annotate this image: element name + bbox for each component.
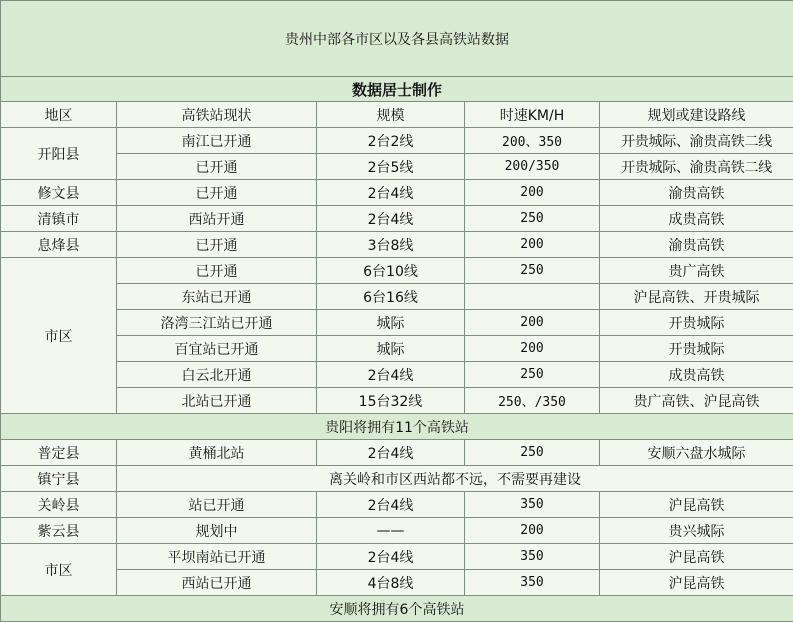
scale-cell: 城际 xyxy=(317,310,465,336)
speed-cell: 200 xyxy=(465,518,600,544)
status-cell: 已开通 xyxy=(117,258,317,284)
status-cell: 站已开通 xyxy=(117,492,317,518)
scale-cell: 2台4线 xyxy=(317,180,465,206)
status-cell: 已开通 xyxy=(117,232,317,258)
route-cell: 贵广高铁 xyxy=(600,258,793,284)
route-cell: 开贵城际、渝贵高铁二线 xyxy=(600,154,793,180)
speed-cell: 350 xyxy=(465,492,600,518)
table-row xyxy=(1,440,793,466)
speed-cell: 200 xyxy=(465,336,600,362)
header-row xyxy=(1,102,793,128)
status-cell: 百宜站已开通 xyxy=(117,336,317,362)
speed-cell: 250 xyxy=(465,206,600,232)
header-region: 地区 xyxy=(1,102,117,128)
scale-cell: 2台4线 xyxy=(317,440,465,466)
speed-cell: 350 xyxy=(465,570,600,596)
status-cell: 白云北开通 xyxy=(117,362,317,388)
speed-cell: 250 xyxy=(465,258,600,284)
table-row xyxy=(1,388,793,414)
scale-cell: 3台8线 xyxy=(317,232,465,258)
scale-cell: 2台4线 xyxy=(317,362,465,388)
status-cell: 东站已开通 xyxy=(117,284,317,310)
region-cell: 普定县 xyxy=(1,440,117,466)
region-cell: 紫云县 xyxy=(1,518,117,544)
table-row xyxy=(1,206,793,232)
speed-cell: 250 xyxy=(465,362,600,388)
route-cell: 开贵城际、渝贵高铁二线 xyxy=(600,128,793,154)
status-cell: 南江已开通 xyxy=(117,128,317,154)
speed-cell: 350 xyxy=(465,544,600,570)
header-status: 高铁站现状 xyxy=(117,102,317,128)
route-cell: 开贵城际 xyxy=(600,336,793,362)
status-cell: 已开通 xyxy=(117,154,317,180)
route-cell: 渝贵高铁 xyxy=(600,232,793,258)
title-row xyxy=(1,1,793,77)
scale-cell: 2台4线 xyxy=(317,492,465,518)
status-cell: 已开通 xyxy=(117,180,317,206)
scale-cell: —— xyxy=(317,518,465,544)
scale-cell: 6台10线 xyxy=(317,258,465,284)
table-row xyxy=(1,284,793,310)
table-row xyxy=(1,492,793,518)
summary-row xyxy=(1,596,793,622)
table-row xyxy=(1,128,793,154)
status-cell: 规划中 xyxy=(117,518,317,544)
table-title: 贵州中部各市区以及各县高铁站数据 xyxy=(1,1,793,77)
header-speed: 时速KM/H xyxy=(465,102,600,128)
scale-cell: 6台16线 xyxy=(317,284,465,310)
table-row xyxy=(1,180,793,206)
note-cell: 离关岭和市区西站都不远，不需要再建设 xyxy=(117,466,793,492)
route-cell: 成贵高铁 xyxy=(600,362,793,388)
table-row xyxy=(1,310,793,336)
route-cell: 渝贵高铁 xyxy=(600,180,793,206)
scale-cell: 2台2线 xyxy=(317,128,465,154)
status-cell: 西站已开通 xyxy=(117,570,317,596)
status-cell: 洛湾三江站已开通 xyxy=(117,310,317,336)
table-row xyxy=(1,570,793,596)
region-cell: 镇宁县 xyxy=(1,466,117,492)
guiyang-summary: 贵阳将拥有11个高铁站 xyxy=(1,414,793,440)
table-row xyxy=(1,154,793,180)
speed-cell xyxy=(465,284,600,310)
status-cell: 北站已开通 xyxy=(117,388,317,414)
scale-cell: 2台5线 xyxy=(317,154,465,180)
scale-cell: 城际 xyxy=(317,336,465,362)
table-row xyxy=(1,466,793,492)
table-subtitle: 数据居士制作 xyxy=(1,77,793,102)
region-cell: 关岭县 xyxy=(1,492,117,518)
table-row xyxy=(1,544,793,570)
route-cell: 沪昆高铁、开贵城际 xyxy=(600,284,793,310)
speed-cell: 200、350 xyxy=(465,128,600,154)
route-cell: 安顺六盘水城际 xyxy=(600,440,793,466)
route-cell: 成贵高铁 xyxy=(600,206,793,232)
table-row xyxy=(1,232,793,258)
route-cell: 贵兴城际 xyxy=(600,518,793,544)
summary-row xyxy=(1,414,793,440)
scale-cell: 2台4线 xyxy=(317,544,465,570)
header-scale: 规模 xyxy=(317,102,465,128)
scale-cell: 15台32线 xyxy=(317,388,465,414)
route-cell: 沪昆高铁 xyxy=(600,570,793,596)
speed-cell: 200/350 xyxy=(465,154,600,180)
speed-cell: 200 xyxy=(465,180,600,206)
route-cell: 开贵城际 xyxy=(600,310,793,336)
speed-cell: 200 xyxy=(465,310,600,336)
region-cell: 息烽县 xyxy=(1,232,117,258)
speed-cell: 250 xyxy=(465,440,600,466)
subtitle-row xyxy=(1,77,793,102)
route-cell: 沪昆高铁 xyxy=(600,544,793,570)
status-cell: 平坝南站已开通 xyxy=(117,544,317,570)
table-row xyxy=(1,336,793,362)
speed-cell: 200 xyxy=(465,232,600,258)
scale-cell: 2台4线 xyxy=(317,206,465,232)
anshun-summary: 安顺将拥有6个高铁站 xyxy=(1,596,793,622)
region-cell: 市区 xyxy=(1,258,117,414)
region-cell: 开阳县 xyxy=(1,128,117,180)
speed-cell: 250、/350 xyxy=(465,388,600,414)
status-cell: 西站开通 xyxy=(117,206,317,232)
region-cell: 清镇市 xyxy=(1,206,117,232)
table-row xyxy=(1,362,793,388)
route-cell: 贵广高铁、沪昆高铁 xyxy=(600,388,793,414)
route-cell: 沪昆高铁 xyxy=(600,492,793,518)
table-row xyxy=(1,258,793,284)
region-cell: 修文县 xyxy=(1,180,117,206)
table-row xyxy=(1,518,793,544)
header-route: 规划或建设路线 xyxy=(600,102,793,128)
scale-cell: 4台8线 xyxy=(317,570,465,596)
region-cell: 市区 xyxy=(1,544,117,596)
status-cell: 黄桶北站 xyxy=(117,440,317,466)
